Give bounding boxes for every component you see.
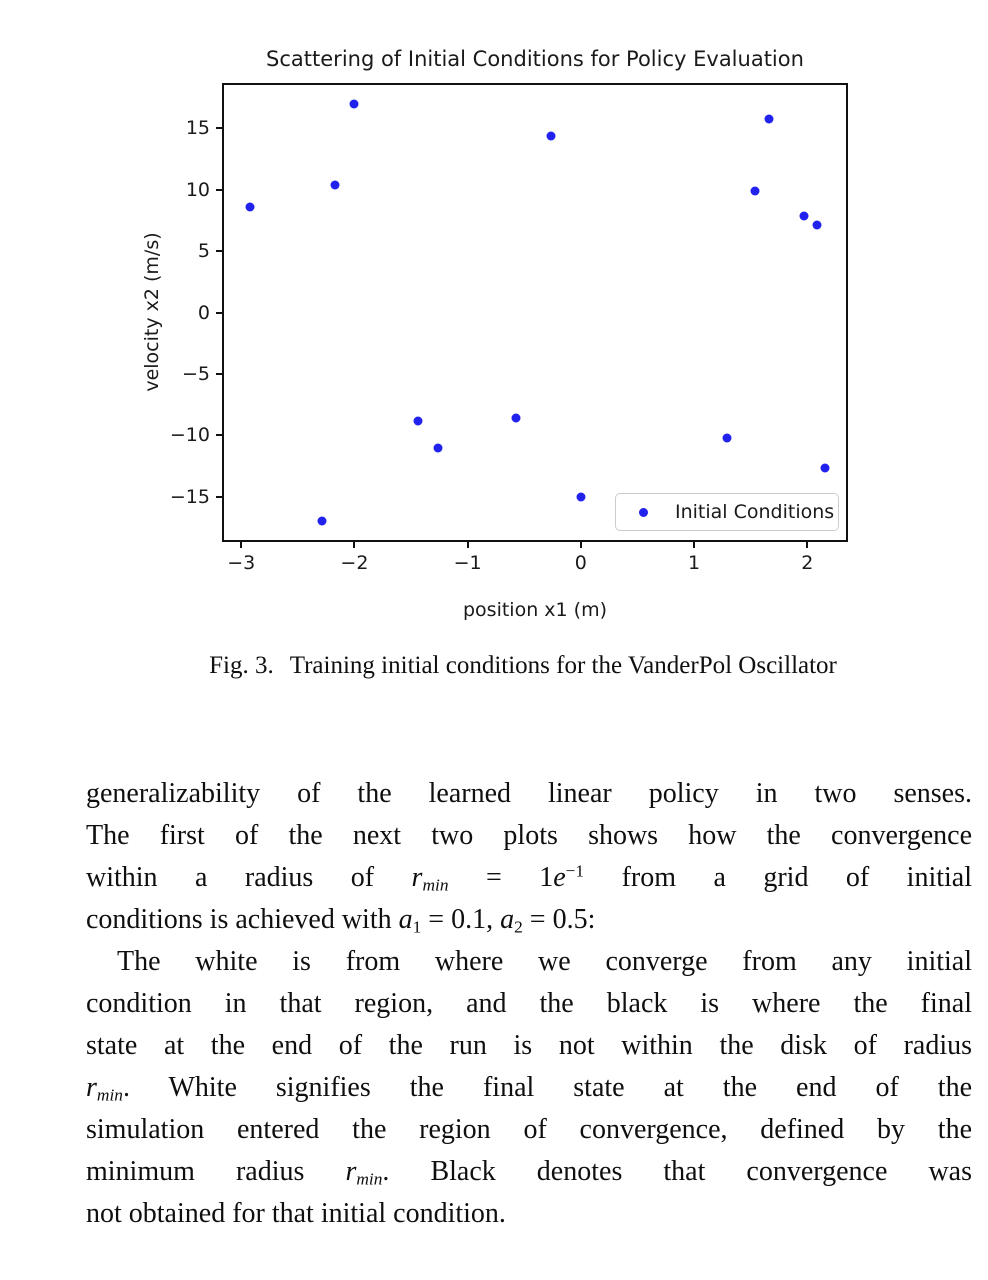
y-tick-label: 10 — [185, 178, 210, 201]
caption-text: Training initial conditions for the VanderPol Oscillator — [289, 652, 837, 679]
y-tick-mark — [216, 250, 222, 252]
x-tick-label: 2 — [801, 552, 814, 574]
x-tick-label: 1 — [688, 552, 701, 574]
figure-caption — [85, 652, 961, 680]
caption-label: Fig. 3. — [209, 652, 274, 679]
scatter-point — [434, 443, 443, 452]
scatter-point — [821, 464, 830, 473]
x-axis-label: position x1 (m) — [462, 599, 607, 621]
text-line: The first of the next two plots shows how the convergence — [86, 820, 972, 851]
scatter-point — [547, 131, 556, 140]
text-line: The white is from where we converge from any initial — [117, 946, 972, 977]
legend-label: Initial Conditions — [675, 501, 835, 523]
scatter-point — [350, 99, 359, 108]
plot-area — [141, 83, 848, 621]
scatter-point — [764, 114, 773, 123]
y-tick-label: −5 — [181, 362, 210, 385]
y-tick-label: −15 — [169, 485, 210, 508]
text-line: state at the end of the run is not within the disk of radius — [86, 1030, 972, 1061]
scatter-point — [512, 414, 521, 423]
x-tick-label: −1 — [453, 552, 482, 574]
y-tick-label: 5 — [197, 240, 210, 263]
scatter-point — [813, 221, 822, 230]
text-line: $r_{min}$. White signifies the final state at the end of the — [86, 1072, 972, 1105]
text-line: conditions is achieved with $a_1 = 0.1$, $a_2 = 0.5$: — [86, 904, 596, 937]
y-tick-label: 15 — [185, 117, 210, 140]
legend-marker-icon — [639, 508, 648, 517]
scatter-point — [246, 202, 255, 211]
x-tick-mark — [580, 542, 582, 548]
x-tick-mark — [467, 542, 469, 548]
y-tick-mark — [216, 434, 222, 436]
y-tick-mark — [216, 127, 222, 129]
x-tick-label: 0 — [574, 552, 587, 574]
text-line: generalizability of the learned linear policy in two senses. — [86, 778, 972, 809]
scatter-point — [413, 416, 422, 425]
scatter-point — [799, 211, 808, 220]
text-line: condition in that region, and the black is where the final — [86, 988, 972, 1019]
x-tick-label: −2 — [340, 552, 369, 574]
x-tick-mark — [693, 542, 695, 548]
x-tick-mark — [353, 542, 355, 548]
x-tick-label: −3 — [227, 552, 256, 574]
scatter-point — [576, 492, 585, 501]
scatter-point — [317, 517, 326, 526]
y-tick-mark — [216, 496, 222, 498]
x-tick-mark — [806, 542, 808, 548]
body-text — [86, 773, 972, 1235]
y-axis-label: velocity x2 (m/s) — [141, 232, 163, 392]
y-tick-mark — [216, 189, 222, 191]
scatter-point — [722, 433, 731, 442]
text-line: within a radius of $r_{min} = 1e^{-1}$ from a grid of initial — [86, 861, 972, 895]
legend — [615, 493, 839, 531]
paragraph — [86, 941, 972, 1235]
text-line: not obtained for that initial condition. — [86, 1198, 506, 1229]
y-tick-label: −10 — [169, 424, 210, 447]
scatter-point — [751, 187, 760, 196]
figure-title: Scattering of Initial Conditions for Policy Evaluation — [266, 47, 804, 71]
text-line: simulation entered the region of convergence, defined by the — [86, 1114, 972, 1145]
axes-frame — [222, 83, 848, 542]
y-tick-mark — [216, 373, 222, 375]
x-tick-mark — [240, 542, 242, 548]
y-tick-label: 0 — [197, 301, 210, 324]
paragraph — [86, 773, 972, 941]
text-line: minimum radius $r_{min}$. Black denotes that convergence was — [86, 1156, 972, 1189]
scatter-point — [331, 180, 340, 189]
y-tick-mark — [216, 312, 222, 314]
